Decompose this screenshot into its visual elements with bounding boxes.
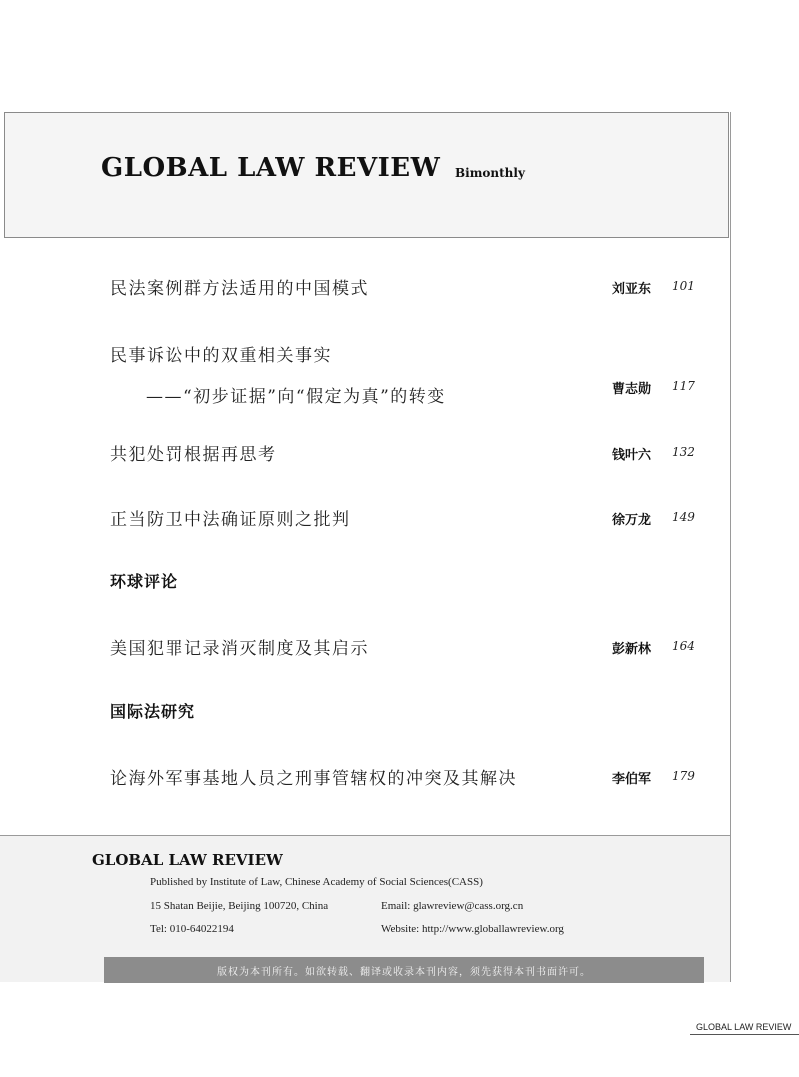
website-line[interactable]: Website: http://www.globallawreview.org [381, 923, 564, 935]
tel-line: Tel: 010-64022194 [150, 923, 234, 935]
article-subtitle: ——“初步证据”向“假定为真”的转变 [146, 387, 446, 407]
running-footer-rule [690, 1034, 799, 1035]
article-author: 钱叶六 [612, 448, 652, 463]
section-heading: 环球评论 [110, 572, 179, 591]
article-page: 179 [672, 769, 695, 783]
article-title[interactable]: 论海外军事基地人员之刑事管辖权的冲突及其解决 [110, 769, 517, 789]
address-line: 15 Shatan Beijie, Beijing 100720, China [150, 900, 329, 912]
article-page: 132 [672, 445, 695, 459]
article-author: 曹志勋 [612, 382, 652, 397]
article-author: 李伯军 [612, 772, 652, 787]
article-author: 徐万龙 [612, 513, 652, 528]
running-footer: GLOBAL LAW REVIEW [696, 1022, 792, 1032]
article-page: 101 [672, 279, 695, 293]
journal-title: GLOBAL LAW REVIEW [101, 153, 441, 183]
toc-entry[interactable] [110, 764, 700, 789]
article-title[interactable]: 正当防卫中法确证原则之批判 [110, 510, 351, 530]
footer-journal-title: GLOBAL LAW REVIEW [92, 851, 283, 869]
copyright-notice: 版权为本刊所有。如欲转载、翻译或收录本刊内容，须先获得本刊书面许可。 [104, 957, 704, 983]
publisher-line: Published by Institute of Law, Chinese Academy of Social Sciences(CASS) [150, 876, 483, 888]
toc-entry[interactable] [110, 440, 700, 465]
email-line[interactable]: Email: glawreview@cass.org.cn [381, 900, 524, 912]
article-title[interactable]: 共犯处罚根据再思考 [110, 445, 277, 465]
article-author: 彭新林 [612, 642, 652, 657]
article-page: 149 [672, 510, 695, 524]
toc-entry[interactable] [110, 505, 700, 530]
frequency-label: Bimonthly [455, 166, 525, 180]
toc-entry[interactable] [110, 634, 700, 659]
section-heading: 国际法研究 [110, 702, 196, 721]
toc-entry[interactable] [110, 274, 700, 299]
masthead [4, 112, 729, 238]
article-title[interactable]: 民事诉讼中的双重相关事实 [110, 346, 332, 366]
article-page: 117 [672, 379, 695, 393]
article-author: 刘亚东 [612, 282, 652, 297]
toc-entry[interactable] [110, 341, 700, 407]
publisher-footer [0, 835, 730, 982]
article-page: 164 [672, 639, 695, 653]
article-title[interactable]: 民法案例群方法适用的中国模式 [110, 279, 369, 299]
article-title[interactable]: 美国犯罪记录消灭制度及其启示 [110, 639, 369, 659]
